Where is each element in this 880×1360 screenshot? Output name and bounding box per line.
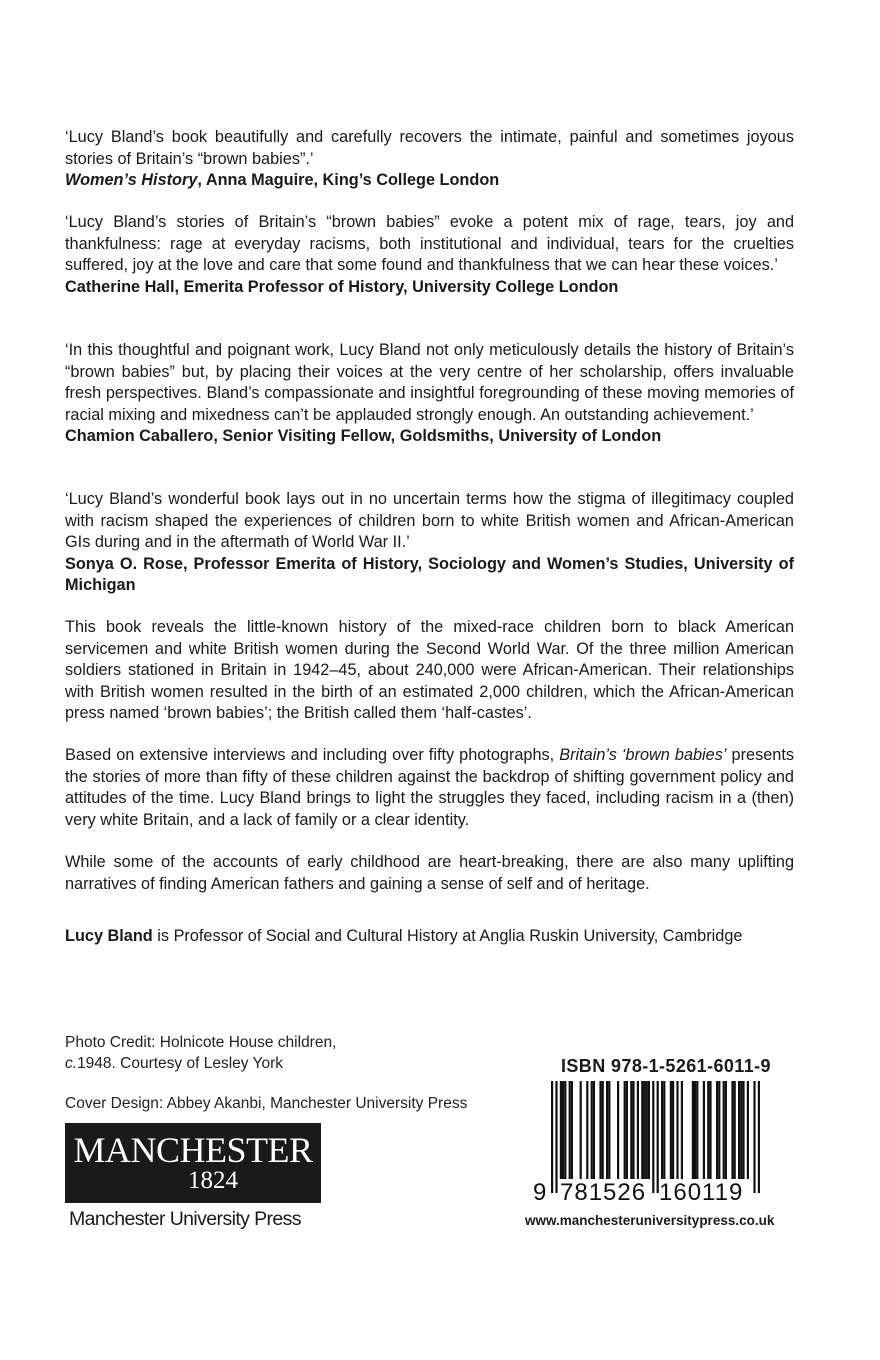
description-text: This book reveals the little-known history of the mixed-race children born to black American servicemen and white British women during the Second World War. Of the three million American soldiers stationed in Britain in 1942–45, about 240,000 were African-American. Their relationships with British women resulted in the birth of an estimated 2,000 children, which the African-American press named ‘brown babies’; the British called them ‘half-castes’. — [65, 618, 794, 722]
barcode-bar — [599, 1081, 601, 1179]
description-paragraph-1 — [65, 617, 794, 725]
barcode-bar — [692, 1081, 694, 1179]
description-paragraph-2 — [65, 745, 794, 831]
publisher-name: Manchester University Press — [69, 1208, 301, 1230]
barcode-bar — [646, 1081, 648, 1179]
barcode-bar — [591, 1081, 593, 1179]
author-bio-text: is Professor of Social and Cultural History at Anglia Ruskin University, Cambridge — [152, 927, 743, 945]
logo-year: 1824 — [188, 1167, 238, 1194]
review-quote: ‘In this thoughtful and poignant work, Lucy Bland not only meticulously details the history of Britain’s “brown babies” but, by placing their voices at the very centre of her scholarship, offers invaluable fresh perspectives. Bland’s compassionate and insightful foregrounding of these moving memories of racial mixing and mixedness can’t be applauded strongly enough. An outstanding achievement.’ — [65, 341, 794, 424]
barcode-left-digits: 781526 — [560, 1179, 647, 1206]
review-quote: ‘Lucy Bland’s wonderful book lays out in no uncertain terms how the stigma of illegitimacy coupled with racism shaped the experiences of children born to white British women and African-American GIs during and in the aftermath of World War II.’ — [65, 490, 794, 551]
author-bio — [65, 926, 794, 948]
barcode-bar — [637, 1081, 639, 1179]
barcode-bar — [696, 1081, 698, 1179]
barcode-bar — [738, 1081, 740, 1179]
journal-title: Women’s History — [65, 171, 198, 189]
barcode-bar — [681, 1081, 683, 1179]
photo-credit-rest: 1948. Courtesy of Lesley York — [77, 1054, 283, 1072]
description-text-before: Based on extensive interviews and including over fifty photographs, — [65, 746, 560, 764]
barcode-bar — [564, 1081, 566, 1179]
barcode-bar — [652, 1081, 654, 1193]
photo-credit-line-1: Photo Credit: Holnicote House children, — [65, 1034, 337, 1051]
barcode-bar — [734, 1081, 736, 1179]
barcode-bar — [716, 1081, 718, 1179]
barcode-bar — [569, 1081, 571, 1179]
barcode-bar — [657, 1081, 659, 1193]
cover-design-credit: Cover Design: Abbey Akanbi, Manchester University Press — [65, 1095, 468, 1112]
barcode-first-digit: 9 — [533, 1179, 548, 1206]
barcode-bar — [648, 1081, 650, 1179]
isbn-barcode — [533, 1081, 773, 1207]
photo-credit — [65, 1033, 336, 1074]
barcode-right-digits: 160119 — [659, 1179, 744, 1206]
review-2 — [65, 212, 794, 298]
barcode-bar — [672, 1081, 674, 1179]
barcode-bar — [580, 1081, 582, 1179]
barcode-bar — [661, 1081, 663, 1179]
isbn-label: ISBN 978-1-5261-6011-9 — [561, 1056, 771, 1076]
barcode-bar — [562, 1081, 564, 1179]
barcode-bar — [742, 1081, 744, 1179]
barcode-bar — [602, 1081, 604, 1179]
barcode-bar — [624, 1081, 626, 1179]
book-title: Britain’s ‘brown babies’ — [559, 746, 727, 764]
barcode-bar — [703, 1081, 705, 1179]
barcode-bar — [747, 1081, 749, 1179]
barcode-bar — [608, 1081, 610, 1179]
circa-abbrev: c. — [65, 1054, 78, 1072]
barcode-bar — [606, 1081, 608, 1179]
review-attribution — [65, 170, 794, 192]
barcode-bar — [617, 1081, 619, 1179]
review-3 — [65, 340, 794, 448]
barcode-bar — [709, 1081, 711, 1179]
barcode-bar — [571, 1081, 573, 1179]
barcode-bar — [758, 1081, 760, 1193]
attribution-text: , Anna Maguire, King’s College London — [197, 171, 500, 189]
description-paragraph-3 — [65, 852, 794, 895]
barcode-bar — [707, 1081, 709, 1179]
barcode-bar — [740, 1081, 742, 1179]
description-text — [65, 745, 794, 831]
photo-credit-line-2 — [65, 1054, 336, 1075]
review-quote: ‘Lucy Bland’s stories of Britain’s “brown babies” evoke a potent mix of rage, tears, joy and thankfulness: rage at everyday racisms, both institutional and individual, tears for the cruelties suffered, joy at the love and care that some found and thankfulness that we can hear these voices.’ — [65, 213, 794, 274]
barcode-bar — [725, 1081, 727, 1179]
barcode-bar — [593, 1081, 595, 1179]
review-attribution: Sonya O. Rose, Professor Emerita of History, Sociology and Women’s Studies, University of Michigan — [65, 554, 794, 594]
barcode-bar — [641, 1081, 643, 1179]
manchester-1824-logo — [65, 1123, 321, 1203]
barcode-bar — [676, 1081, 678, 1179]
review-attribution: Catherine Hall, Emerita Professor of History, University College London — [65, 277, 619, 296]
barcode-bar — [551, 1081, 553, 1193]
barcode-bar — [723, 1081, 725, 1179]
author-name: Lucy Bland — [65, 927, 153, 945]
barcode-bar — [753, 1081, 755, 1193]
description-text: While some of the accounts of early childhood are heart-breaking, there are also many uplifting narratives of finding American fathers and gaining a sense of self and of heritage. — [65, 853, 794, 893]
review-quote: ‘Lucy Bland’s book beautifully and carefully recovers the intimate, painful and sometimes joyous stories of Britain’s “brown babies”.’ — [65, 128, 794, 168]
barcode-bar — [694, 1081, 696, 1179]
barcode-bar — [632, 1081, 634, 1179]
review-attribution: Chamion Caballero, Senior Visiting Fellow, Goldsmiths, University of London — [65, 427, 662, 445]
barcode-bar — [630, 1081, 632, 1179]
barcode-bar — [586, 1081, 588, 1179]
barcode-bar — [718, 1081, 720, 1179]
review-4 — [65, 489, 794, 597]
publisher-website: www.manchesteruniversitypress.co.uk — [525, 1213, 775, 1228]
barcode-bar — [731, 1081, 733, 1179]
barcode-bar — [670, 1081, 672, 1179]
barcode-bar — [555, 1081, 557, 1193]
barcode-bar — [560, 1081, 562, 1179]
barcode-bar — [663, 1081, 665, 1179]
logo-wordmark: MANCHESTER — [73, 1130, 313, 1170]
barcode-bar — [626, 1081, 628, 1179]
review-1 — [65, 127, 794, 192]
barcode-bar — [643, 1081, 645, 1179]
description-text-after: presents the stories of more than fifty of these children against the backdrop of shifting government policy and attitudes of the time. Lucy Bland brings to light the struggles they faced, including racism in a (then) very white Britain, and a lack of family or a clear identity. — [65, 746, 794, 829]
